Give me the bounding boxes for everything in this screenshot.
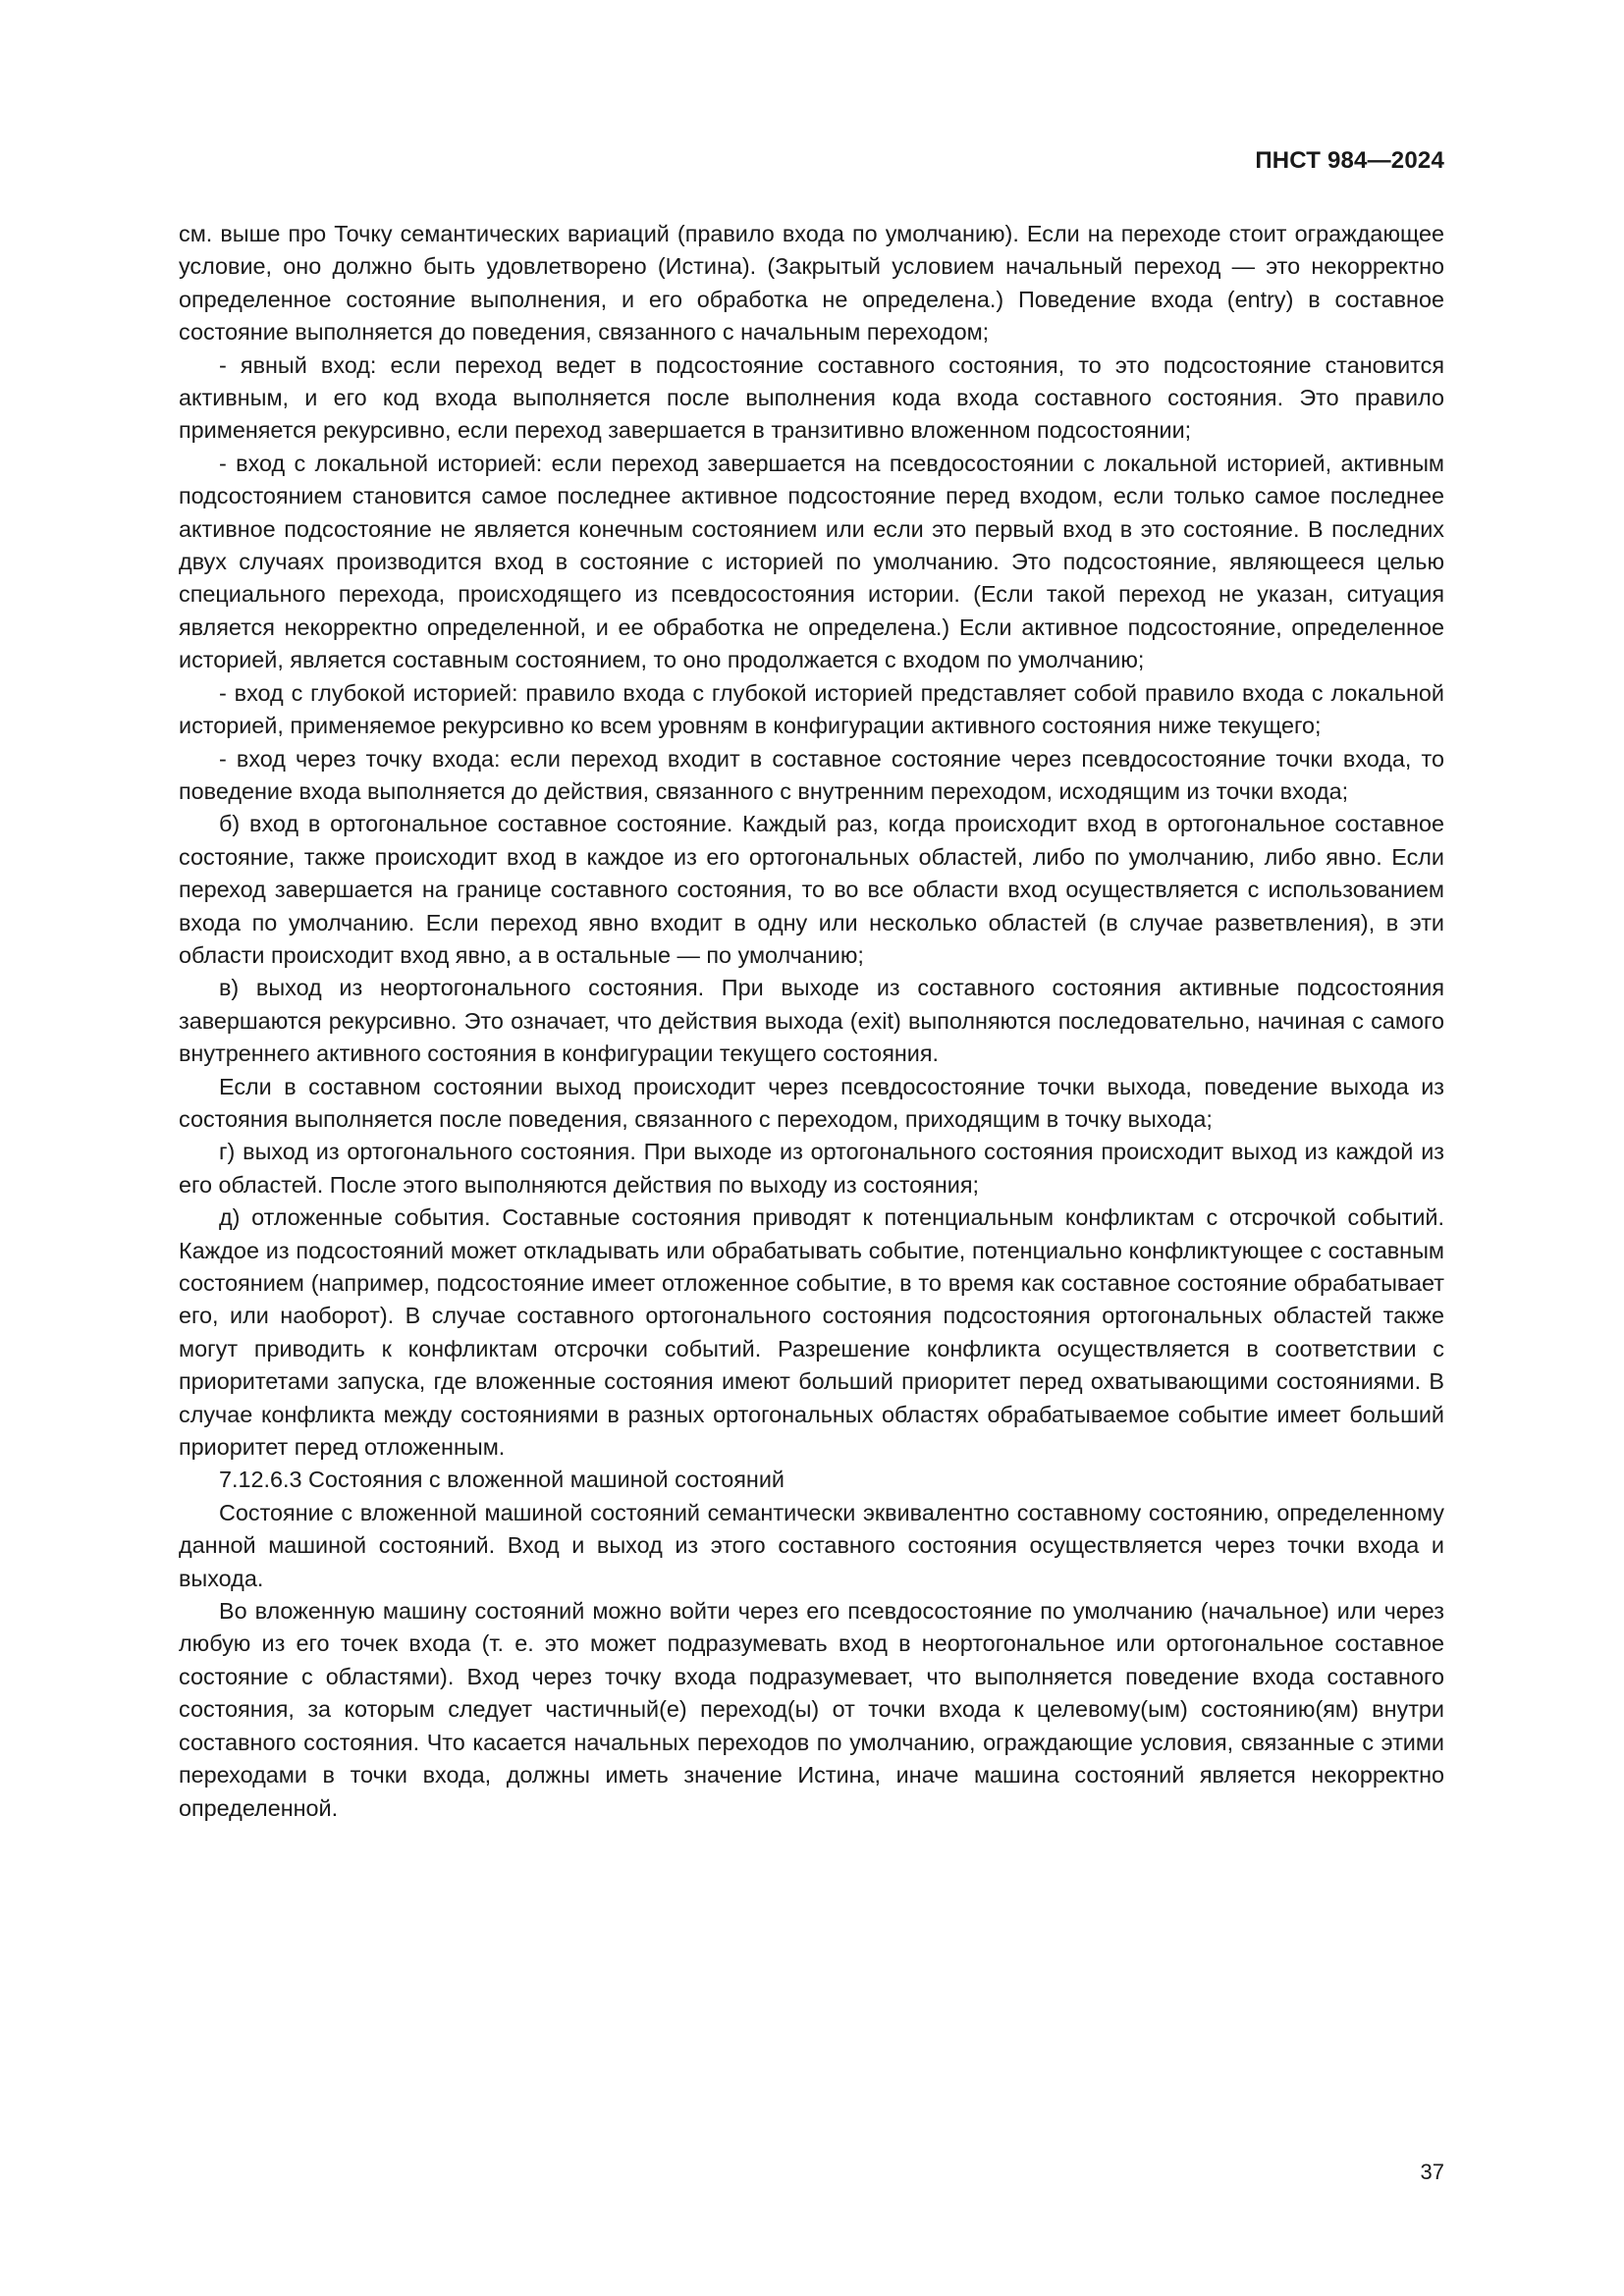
paragraph: Если в составном состоянии выход происходит через псевдосостояние точки выхода, поведение выхода из состояния выполняется после поведения, связанного с переходом, приходящим в точку выхода;: [179, 1073, 1444, 1132]
section-heading: 7.12.6.3 Состояния с вложенной машиной состояний: [219, 1467, 785, 1493]
list-item-explicit-entry: - явный вход: если переход ведет в подсостояние составного состояния, то это подсостояние становится активным, и его код входа выполняется после выполнения кода входа составного состояния. Это правило применяется рекурсивно, если переход завершается в транзитивно вложенном подсостоянии;: [179, 351, 1444, 444]
document-id-header: ПНСТ 984—2024: [1255, 147, 1444, 174]
list-item-orthogonal-entry: б) вход в ортогональное составное состояние. Каждый раз, когда происходит вход в ортогональное составное состояние, также происходит вход в каждое из его ортогональных областей, либо по умолчанию, либо явно. Если переход завершается на границе составного состояния, то во все области вход осуществляется с использованием входа по умолчанию. Если переход явно входит в одну или несколько областей (в случае разветвления), в эти области происходит вход явно, а в остальные — по умолчанию;: [179, 811, 1444, 968]
list-item-deep-history-entry: - вход с глубокой историей: правило входа с глубокой историей представляет собой правило входа с локальной историей, применяемое рекурсивно ко всем уровням в конфигурации активного состояния ниже текущего;: [179, 679, 1444, 739]
list-item-shallow-history-entry: - вход с локальной историей: если переход завершается на псевдосостоянии с локальной историей, активным подсостоянием становится самое последнее активное подсостояние перед входом, если только самое последнее активное подсостояние не является конечным состоянием или если это первый вход в это состояние. В последних двух случаях производится вход в состояние с историей по умолчанию. Это подсостояние, являющееся целью специального перехода, происходящего из псевдосостояния истории. (Если такой переход не указан, ситуация является некорректно определенной, и ее обработка не определена.) Если активное подсостояние, определенное историей, является составным состоянием, то оно продолжается с входом по умолчанию;: [179, 450, 1444, 673]
list-item-orthogonal-exit: г) выход из ортогонального состояния. При выходе из ортогонального состояния происходит выход из каждой из его областей. После этого выполняются действия по выходу из состояния;: [179, 1139, 1444, 1198]
paragraph: см. выше про Точку семантических вариаций (правило входа по умолчанию). Если на переходе стоит ограждающее условие, оно должно быть удовлетворено (Истина). (Закрытый условием начальный переход — это некорректно определенное состояние выполнения, и его обработка не определена.) Поведение входа (entry) в составное состояние выполняется до поведения, связанного с начальным переходом;: [179, 221, 1444, 346]
list-item-deferred-events: д) отложенные события. Составные состояния приводят к потенциальным конфликтам с отсрочкой событий. Каждое из подсостояний может откладывать или обрабатывать событие, потенциально конфликтующее с составным состоянием (например, подсостояние имеет отложенное событие, в то время как составное состояние обрабатывает его, или наоборот). В случае составного ортогонального состояния подсостояния ортогональных областей также могут приводить к конфликтам отсрочки событий. Разрешение конфликта осуществляется в соответствии с приоритетами запуска, где вложенные состояния имеют больший приоритет перед охватывающими состояниями. В случае конфликта между состояниями в разных ортогональных областях обрабатываемое событие имеет больший приоритет перед отложенным.: [179, 1204, 1444, 1461]
list-item-non-orthogonal-exit: в) выход из неортогонального состояния. При выходе из составного состояния активные подсостояния завершаются рекурсивно. Это означает, что действия выхода (exit) выполняются последовательно, начиная с самого внутреннего активного состояния в конфигурации текущего состояния.: [179, 975, 1444, 1067]
paragraph: Состояние с вложенной машиной состояний семантически эквивалентно составному состоянию, определенному данной машиной состояний. Вход и выход из этого составного состояния осуществляется через точки входа и выхода.: [179, 1499, 1444, 1591]
body-text: [179, 218, 1444, 1825]
paragraph: Во вложенную машину состояний можно войти через его псевдосостояние по умолчанию (начальное) или через любую из его точек входа (т. е. это может подразумевать вход в неортогональное или ортогональное составное состояние с областями). Вход через точку входа подразумевает, что выполняется поведение входа составного состояния, за которым следует частичный(е) переход(ы) от точки входа к целевому(ым) состоянию(ям) внутри составного состояния. Что касается начальных переходов по умолчанию, ограждающие условия, связанные с этими переходами в точки входа, должны иметь значение Истина, иначе машина состояний является некорректно определенной.: [179, 1598, 1444, 1821]
list-item-entry-point-entry: - вход через точку входа: если переход входит в составное состояние через псевдосостояние точки входа, то поведение входа выполняется до действия, связанного с внутренним переходом, исходящим из точки входа;: [179, 745, 1444, 804]
page-number: 37: [1420, 2160, 1444, 2184]
